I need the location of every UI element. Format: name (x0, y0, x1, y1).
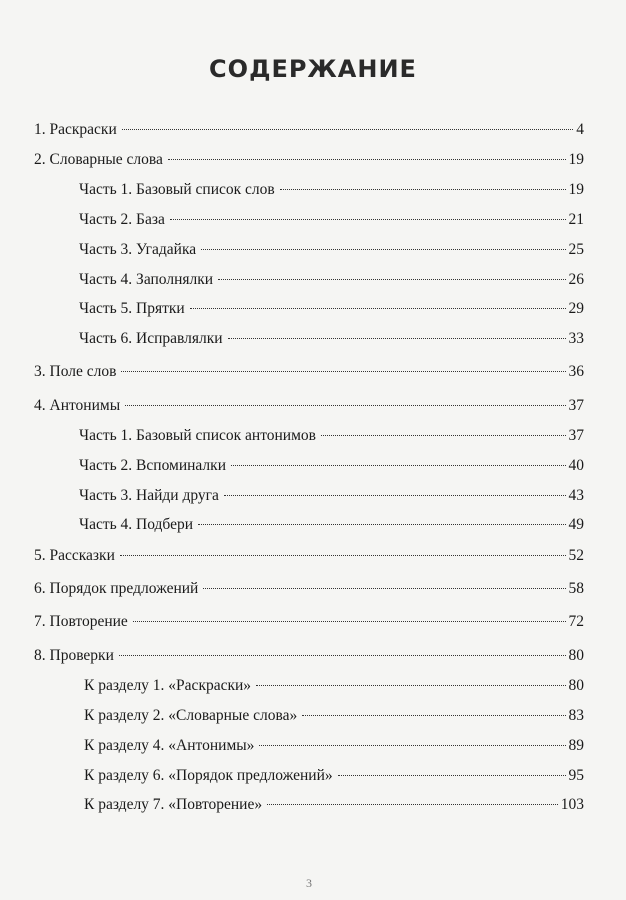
toc-entry-label: 1. Раскраски (34, 121, 117, 138)
toc-entry (0, 611, 626, 633)
leader-dots (203, 588, 565, 589)
leader-dots (218, 279, 565, 280)
toc-entry-page: 89 (568, 737, 584, 754)
toc-entry-label: Часть 2. База (79, 211, 165, 228)
toc-entry-page: 29 (568, 300, 584, 317)
toc-entry-label: Часть 3. Угадайка (79, 241, 197, 258)
toc-entry-label: К разделу 1. «Раскраски» (84, 677, 252, 694)
toc-entry-page: 37 (568, 397, 584, 414)
leader-dots (121, 371, 565, 372)
toc-entry (0, 149, 626, 171)
toc-entry-page: 103 (560, 796, 584, 813)
toc-subentry (0, 765, 626, 787)
toc-entry-page: 80 (568, 647, 584, 664)
toc-entry-label: 3. Поле слов (34, 363, 117, 380)
toc-entry-label: 5. Рассказки (34, 547, 115, 564)
toc-entry-page: 33 (568, 330, 584, 347)
leader-dots (133, 621, 566, 622)
toc-entry-label: 4. Антонимы (34, 397, 121, 414)
toc-entry-page: 19 (568, 181, 584, 198)
toc-subentry (0, 209, 626, 231)
leader-dots (125, 405, 565, 406)
toc-subentry (0, 179, 626, 201)
toc-entry-page: 40 (568, 457, 584, 474)
toc-entry-label: Часть 1. Базовый список антонимов (79, 427, 316, 444)
toc-entry-page: 83 (568, 707, 584, 724)
leader-dots (168, 159, 566, 160)
toc-entry-label: Часть 4. Заполнялки (79, 271, 214, 288)
toc-entry-page: 25 (568, 241, 584, 258)
toc-subentry (0, 705, 626, 727)
leader-dots (228, 338, 566, 339)
toc-entry-page: 37 (568, 427, 584, 444)
toc-subentry (0, 269, 626, 291)
toc-entry-page: 21 (568, 211, 584, 228)
toc-entry (0, 119, 626, 141)
toc-entry-page: 80 (568, 677, 584, 694)
leader-dots (280, 189, 566, 190)
leader-dots (119, 655, 566, 656)
toc-entry (0, 361, 626, 383)
leader-dots (321, 435, 566, 436)
toc-subentry (0, 328, 626, 350)
leader-dots (120, 555, 566, 556)
toc-entry-label: Часть 4. Подбери (79, 516, 194, 533)
toc-entry-label: К разделу 2. «Словарные слова» (84, 707, 298, 724)
toc-entry-page: 26 (568, 271, 584, 288)
leader-dots (231, 465, 566, 466)
leader-dots (256, 685, 565, 686)
toc-entry (0, 578, 626, 600)
toc-subentry (0, 455, 626, 477)
toc-subentry (0, 298, 626, 320)
toc-entry-page: 36 (568, 363, 584, 380)
toc-entry-label: Часть 3. Найди друга (79, 487, 219, 504)
leader-dots (201, 249, 565, 250)
leader-dots (302, 715, 565, 716)
toc-entry-label: Часть 1. Базовый список слов (79, 181, 275, 198)
toc-entry-page: 19 (568, 151, 584, 168)
toc-subentry (0, 239, 626, 261)
toc-entry-page: 95 (568, 767, 584, 784)
leader-dots (224, 495, 566, 496)
toc-entry-page: 72 (568, 613, 584, 630)
toc-entry-label: Часть 5. Прятки (79, 300, 185, 317)
toc-subentry (0, 425, 626, 447)
toc-entry-page: 49 (568, 516, 584, 533)
toc-entry (0, 545, 626, 567)
toc-entry-page: 52 (568, 547, 584, 564)
toc-entry-label: Часть 6. Исправлялки (79, 330, 223, 347)
toc-entry-label: 6. Порядок предложений (34, 580, 199, 597)
toc-entry-label: К разделу 6. «Порядок предложений» (84, 767, 333, 784)
toc-entry-label: 7. Повторение (34, 613, 128, 630)
toc-subentry (0, 794, 626, 816)
page-title: СОДЕРЖАНИЕ (209, 55, 417, 83)
toc-entry-label: 2. Словарные слова (34, 151, 163, 168)
leader-dots (190, 308, 566, 309)
toc-entry-page: 58 (568, 580, 584, 597)
leader-dots (267, 804, 558, 805)
toc-entry-label: К разделу 7. «Повторение» (84, 796, 263, 813)
leader-dots (122, 129, 574, 130)
leader-dots (170, 219, 566, 220)
toc-entry-label: 8. Проверки (34, 647, 114, 664)
toc-entry-label: Часть 2. Вспоминалки (79, 457, 226, 474)
toc-subentry (0, 735, 626, 757)
toc-subentry (0, 675, 626, 697)
leader-dots (259, 745, 565, 746)
leader-dots (198, 524, 565, 525)
toc-entry-label: К разделу 4. «Антонимы» (84, 737, 255, 754)
toc-subentry (0, 485, 626, 507)
toc-entry (0, 395, 626, 417)
toc-entry (0, 645, 626, 667)
toc-subentry (0, 514, 626, 536)
leader-dots (338, 775, 566, 776)
page-number: 3 (306, 876, 312, 890)
toc-entry-page: 4 (576, 121, 584, 138)
toc-entry-page: 43 (568, 487, 584, 504)
